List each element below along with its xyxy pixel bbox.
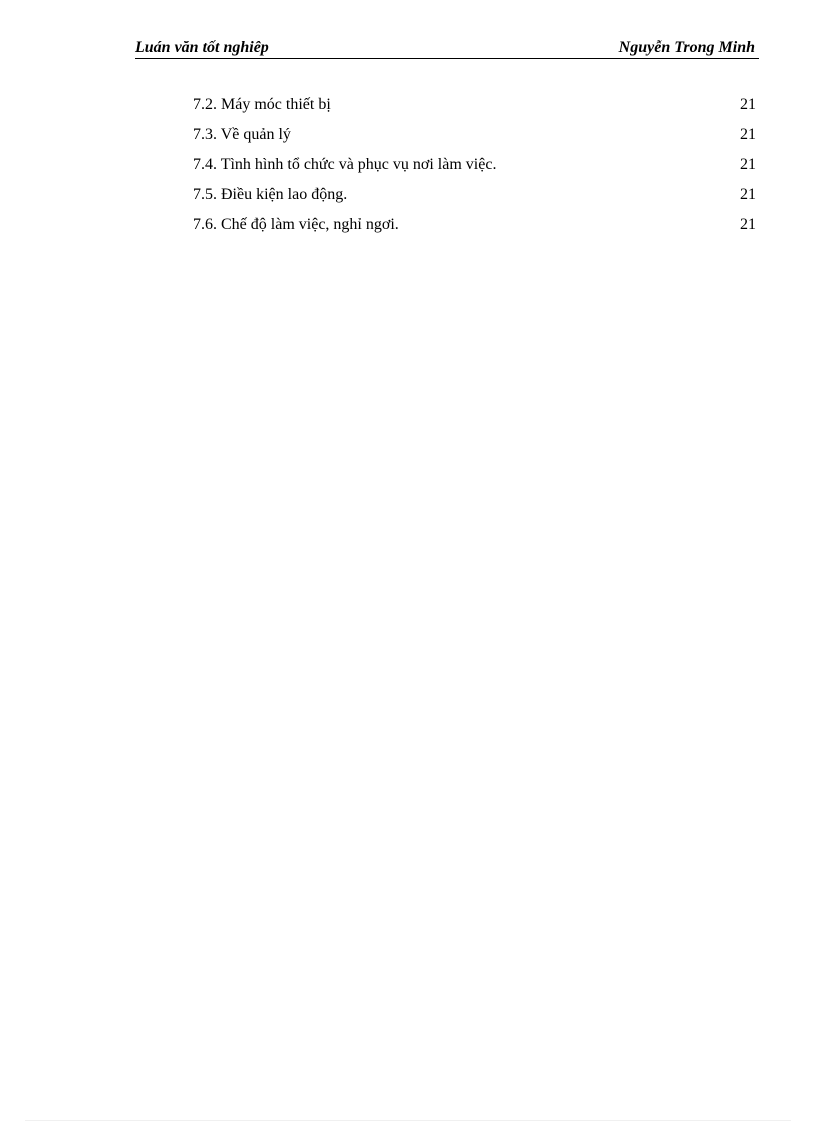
page-bottom-divider [25,1120,791,1121]
toc-entry-label: 7.5. Điều kiện lao động. [193,186,348,203]
toc-entry-label: 7.3. Về quản lý [193,126,291,143]
toc-entry [193,124,756,154]
toc-entry [193,94,756,124]
toc-entry [193,154,756,184]
toc-entry [193,214,756,244]
toc-entry [193,184,756,214]
toc-entry-label: 7.2. Máy móc thiết bị [193,96,331,113]
table-of-contents [193,94,756,244]
header-author-name: Nguyễn Trong Minh [618,39,755,56]
toc-entry-page-number: 21 [740,186,756,203]
toc-entry-page-number: 21 [740,156,756,173]
toc-entry-page-number: 21 [740,126,756,143]
running-header [135,38,759,59]
toc-entry-label: 7.6. Chế độ làm việc, nghỉ ngơi. [193,216,399,233]
toc-entry-label: 7.4. Tình hình tổ chức và phục vụ nơi làm việc. [193,156,497,173]
toc-entry-page-number: 21 [740,216,756,233]
header-thesis-title: Luán văn tốt nghiêp [135,39,269,56]
toc-entry-page-number: 21 [740,96,756,113]
